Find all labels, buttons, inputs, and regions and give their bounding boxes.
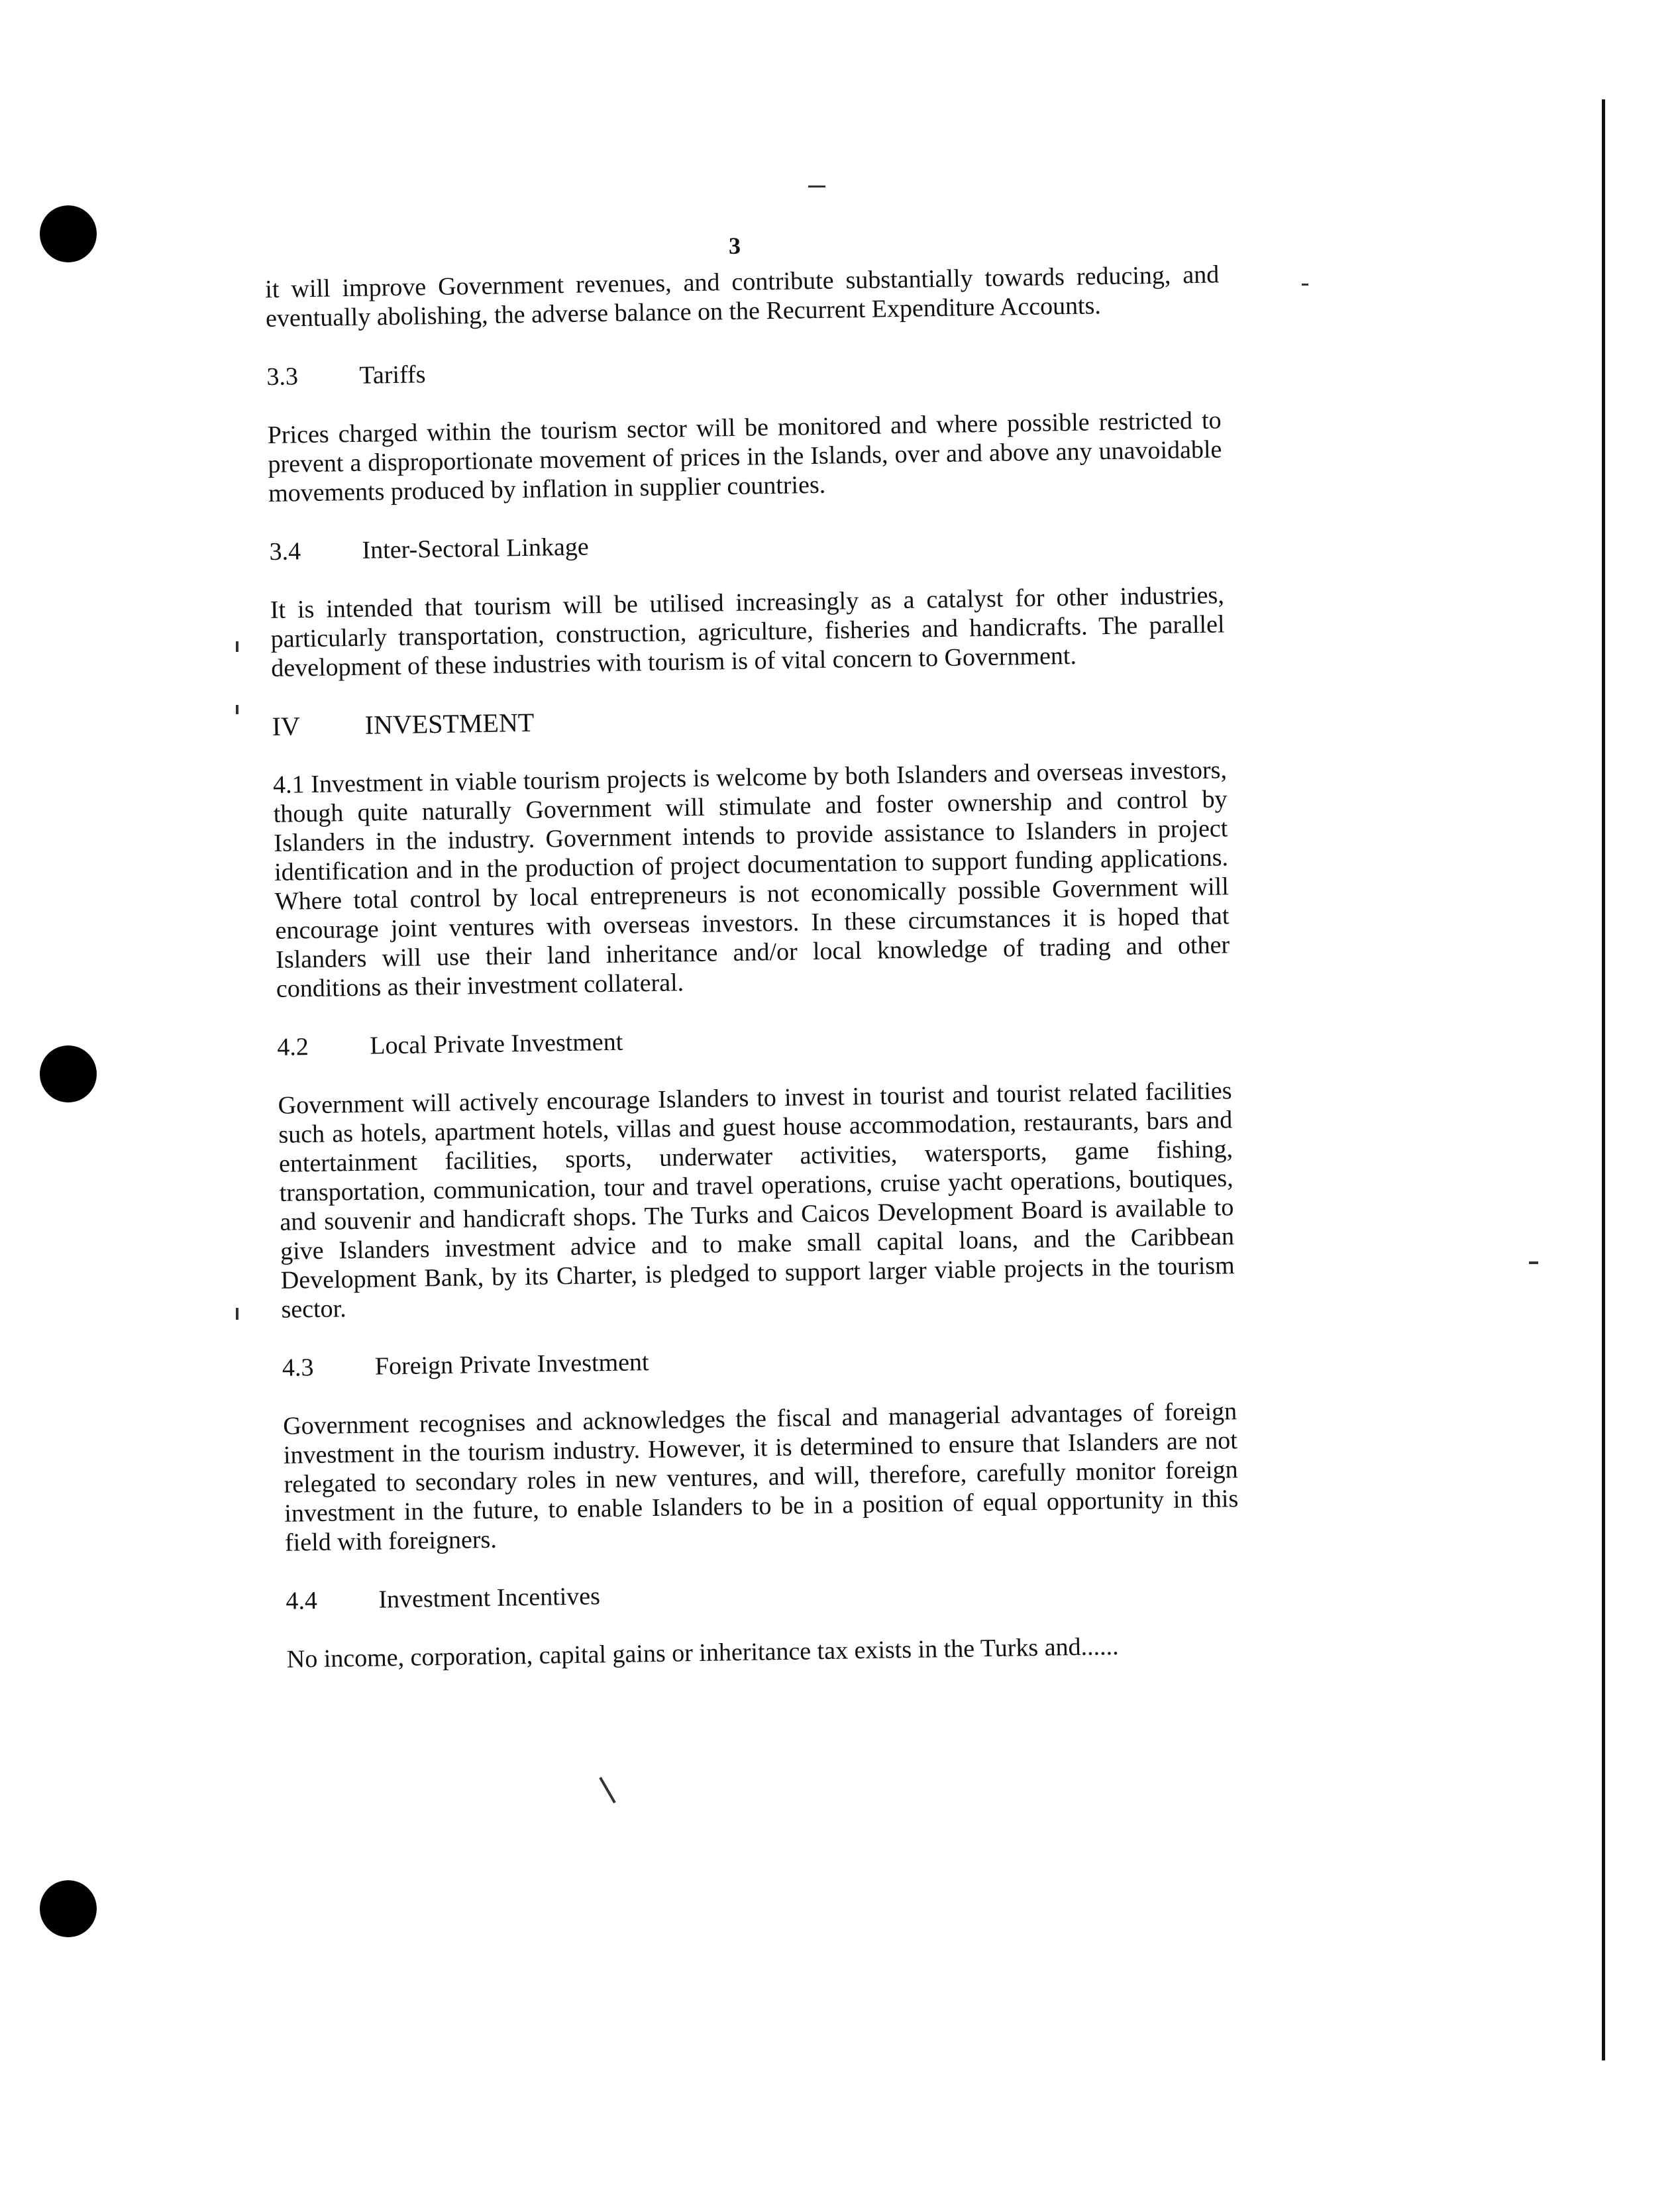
paragraph: No income, corporation, capital gains or inheritance tax exists in the Turks and......	[286, 1632, 1119, 1674]
heading-number: 3.3	[266, 362, 299, 391]
heading-number: IV	[272, 711, 301, 741]
heading-number: 4.3	[282, 1354, 314, 1382]
heading-number: 4.4	[286, 1587, 318, 1615]
subsection-heading	[269, 522, 1224, 566]
heading-title: Investment Incentives	[378, 1582, 601, 1614]
subsection-heading	[266, 347, 1221, 392]
heading-title: Foreign Private Investment	[374, 1348, 649, 1381]
section-heading	[272, 697, 1226, 741]
scan-speck	[236, 1308, 238, 1320]
paragraph: Government will actively encourage Islanders to invest in tourist and tourist related facilities such as hotels, apartment hotels, villas and guest house accommodation, restaurants, bars and entertainment facilities, sports, underwater activities, watersports, game fishing, transportation, communication, tour and travel operations, cruise yacht operations, boutiques, and souvenir and handicraft shops. The Turks and Caicos Development Board is available to give Islanders investment advice and to make small capital loans, and the Caribbean Development Bank, by its Charter, is pledged to support larger viable projects in the tourism sector.	[278, 1077, 1235, 1324]
paragraph: It is intended that tourism will be utilised increasingly as a catalyst for other industries, particularly transportation, construction, agriculture, fisheries and handicrafts. The parallel development of these industries with tourism is of vital concern to Government.	[270, 581, 1225, 682]
paragraph: 4.1 Investment in viable tourism projects is welcome by both Islanders and overseas investors, though quite naturally Government will stimulate and foster ownership and control by Islanders in the industry. Government intends to provide assistance to Islanders in project identification and in the production of project documentation to support funding applications. Where total control by local entrepreneurs is not economically possible Government will encourage joint ventures with overseas investors. In these circumstances it is hoped that Islanders will use their land inheritance and/or local knowledge of trading and other conditions as their investment collateral.	[272, 756, 1230, 1003]
document-body	[265, 260, 1241, 1703]
scan-speck	[236, 705, 238, 714]
binder-hole-top	[40, 205, 97, 262]
heading-title: Inter-Sectoral Linkage	[362, 533, 589, 564]
paragraph: Government recognises and acknowledges the fiscal and managerial advantages of foreign investment in the tourism industry. However, it is determined to ensure that Islanders are not relegated to secondary roles in new ventures, and will, therefore, carefully monitor foreign investment in the future, to enable Islanders to be in a position of equal opportunity in this field with foreigners.	[282, 1397, 1239, 1557]
heading-title: Local Private Investment	[369, 1028, 623, 1060]
heading-title: INVESTMENT	[364, 707, 535, 740]
heading-number: 3.4	[269, 537, 301, 566]
heading-number: 4.2	[276, 1033, 309, 1061]
subsection-heading	[277, 1018, 1232, 1062]
scan-speck	[1302, 284, 1308, 286]
paragraph: Prices charged within the tourism sector will be monitored and where possible restricted to prevent a disproportionate movement of prices in the Islands, over and above any unavoidable movements produced by inflation in supplier countries.	[267, 406, 1222, 507]
scan-speck	[236, 641, 238, 652]
subsection-heading	[282, 1338, 1237, 1383]
subsection-heading	[286, 1572, 1240, 1616]
page-number: 3	[729, 233, 741, 259]
binder-hole-bottom	[40, 1880, 97, 1937]
heading-title: Tariffs	[359, 360, 426, 390]
paragraph: it will improve Government revenues, and contribute substantially towards reducing, and eventually abolishing, the adverse balance on the Recurrent Expenditure Accounts.	[265, 260, 1220, 333]
page-edge-line	[1602, 99, 1605, 2060]
scan-speck	[1529, 1261, 1538, 1264]
scan-speck	[808, 186, 825, 187]
scan-speck	[599, 1777, 615, 1803]
binder-hole-middle	[40, 1045, 97, 1102]
